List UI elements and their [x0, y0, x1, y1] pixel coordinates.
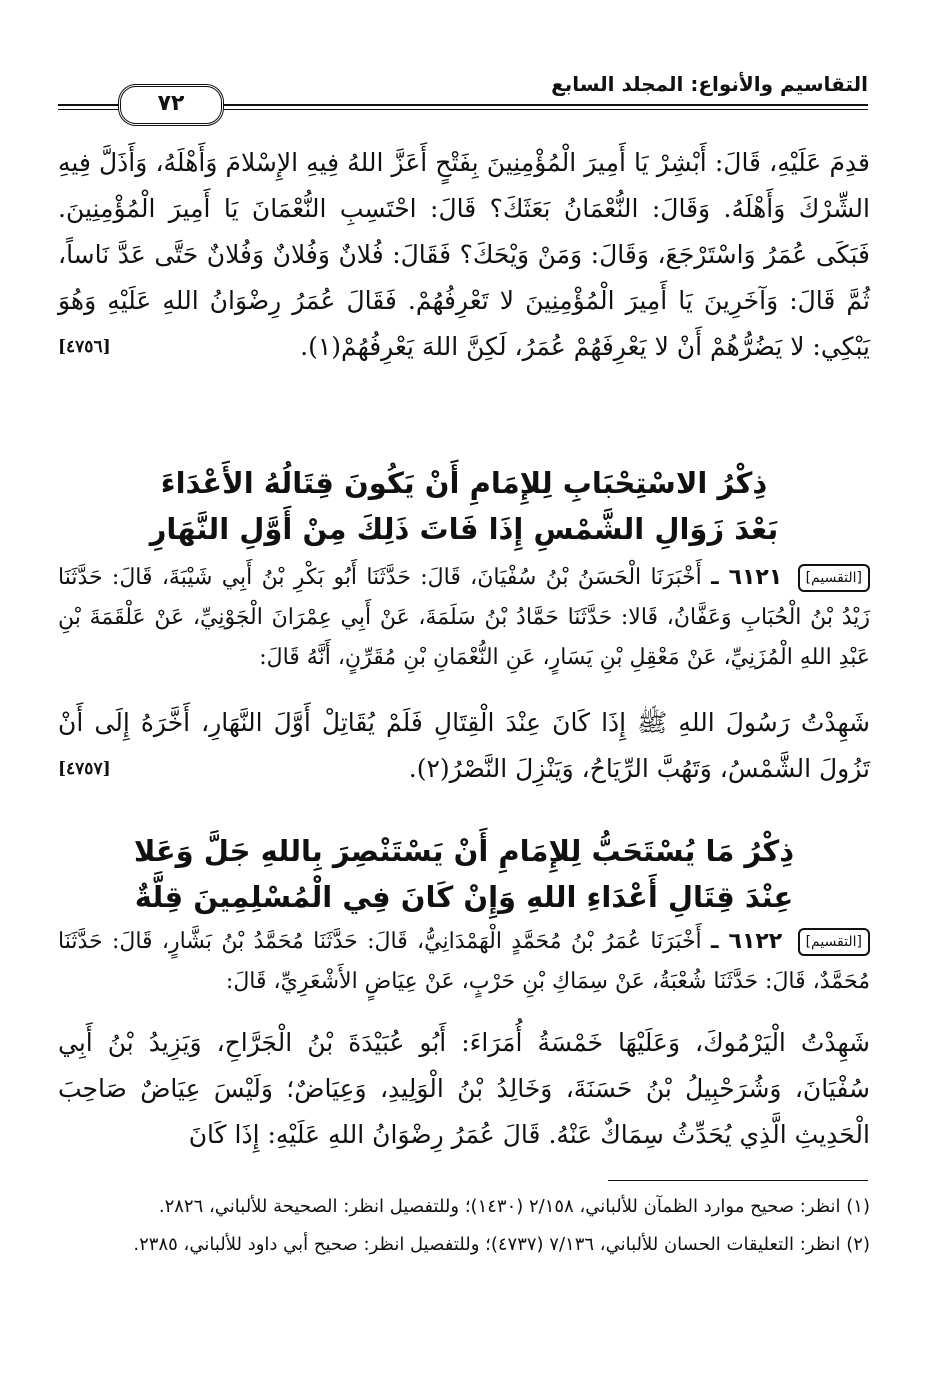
footnote: (١) انظر: صحيح موارد الظمآن للألباني، ٢/١٥٨ (١٤٣٠)؛ وللتفصيل انظر: الصحيحة للألباني، ٢٨٢٦.: [158, 1196, 870, 1217]
isnad-text: أَخْبَرَنَا الْحَسَنُ بْنُ سُفْيَانَ، قَالَ: حَدَّثَنَا أَبُو بَكْرِ بْنُ أَبِي شَيْبَةَ، قَالَ: حَدَّثَنَا زَيْدُ بْنُ الْحُبَابِ وَعَفَّانُ، قَالا: حَدَّثَنَا حَمَّادُ بْنُ سَلَمَةَ، عَنْ أَبِي عِمْرَانَ الْجَوْنِيِّ، عَنْ عَلْقَمَةَ بْنِ عَبْدِ اللهِ الْمُزَنِيِّ، عَنْ مَعْقِلِ بْنِ يَسَارٍ، عَنِ النُّعْمَانِ بْنِ مُقَرِّنٍ، أَنَّهُ قَالَ:: [58, 565, 870, 670]
chapter-heading: [58, 460, 870, 552]
matn-text: شَهِدْتُ رَسُولَ اللهِ ﷺ إِذَا كَانَ عِنْدَ الْقِتَالِ فَلَمْ يُقَاتِلْ أَوَّلَ النَّهَارِ، أَخَّرَهُ إِلَى أَنْ تَزُولَ الشَّمْسُ، وَتَهُبَّ الرِّيَاحُ، وَيَنْزِلَ النَّصْرُ(٢).: [58, 708, 870, 783]
chapter-heading: [58, 828, 870, 920]
heading-line: بَعْدَ زَوَالِ الشَّمْسِ إِذَا فَاتَ ذَلِكَ مِنْ أَوَّلِ النَّهَارِ: [149, 512, 779, 546]
hadith-isnad: [58, 558, 870, 678]
hadith-isnad: [58, 922, 870, 1002]
hadith-number: ٦١٢١ ـ: [711, 565, 783, 590]
paragraph-text: قدِمَ عَلَيْهِ، قَالَ: أَبْشِرْ يَا أَمِيرَ الْمُؤْمِنِينَ بِفَتْحٍ أَعَزَّ اللهُ فِيهِ الإِسْلامَ وَأَهْلَهُ، وَأَذَلَّ فِيهِ الشِّرْكَ وَأَهْلَهُ. وَقَالَ: النُّعْمَانُ بَعَثَكَ؟ قَالَ: احْتَسِبِ النُّعْمَانَ يَا أَمِيرَ الْمُؤْمِنِينَ. فَبَكَى عُمَرُ وَاسْتَرْجَعَ، وَقَالَ: وَمَنْ وَيْحَكَ؟ فَقَالَ: فُلانٌ وَفُلانٌ وَفُلانٌ حَتَّى عَدَّ نَاساً، ثُمَّ قَالَ: وَآخَرِينَ يَا أَمِيرَ الْمُؤْمِنِينَ لا تَعْرِفُهُمْ. فَقَالَ عُمَرُ رِضْوَانُ اللهِ عَلَيْهِ وَهُوَ يَبْكِي: لا يَضُرُّهُمْ أَنْ لا يَعْرِفَهُمْ عُمَرُ، لَكِنَّ اللهَ يَعْرِفُهُمْ(١).: [58, 148, 870, 361]
footnotes: [58, 1190, 870, 1266]
hadith-matn: [58, 700, 870, 792]
hadith-reference: [٤٧٥٧]: [58, 759, 111, 779]
paragraph-continuation: [58, 140, 870, 370]
running-title: التقاسيم والأنواع: المجلد السابع: [551, 72, 868, 96]
taqsim-tag: [التقسيم]: [798, 564, 870, 592]
heading-line: عِنْدَ قِتَالِ أَعْدَاءِ اللهِ وَإِنْ كَانَ فِي الْمُسْلِمِينَ قِلَّةٌ: [134, 880, 794, 914]
hadith-matn: [58, 1020, 870, 1158]
heading-line: ذِكْرُ الاسْتِحْبَابِ لِلإِمَامِ أَنْ يَكُونَ قِتَالُهُ الأَعْدَاءَ: [160, 466, 768, 500]
page-header: [58, 70, 868, 120]
heading-line: ذِكْرُ مَا يُسْتَحَبُّ لِلإِمَامِ أَنْ يَسْتَنْصِرَ بِاللهِ جَلَّ وَعَلا: [133, 834, 795, 868]
hadith-number: ٦١٢٢ ـ: [711, 929, 783, 954]
isnad-text: أَخْبَرَنَا عُمَرُ بْنُ مُحَمَّدٍ الْهَمْدَانِيُّ، قَالَ: حَدَّثَنَا مُحَمَّدُ بْنُ بَشَّارٍ، قَالَ: حَدَّثَنَا مُحَمَّدٌ، قَالَ: حَدَّثَنَا شُعْبَةُ، عَنْ سِمَاكِ بْنِ حَرْبٍ، عَنْ عِيَاضٍ الأَشْعَرِيِّ، قَالَ:: [58, 929, 870, 994]
footnote: (٢) انظر: التعليقات الحسان للألباني، ٧/١٣٦ (٤٧٣٧)؛ وللتفصيل انظر: صحيح أبي داود للألباني، ٢٣٨٥.: [133, 1234, 870, 1255]
page-number: ٧٢: [118, 84, 224, 126]
hadith-reference: [٤٧٥٦]: [58, 337, 111, 357]
footnote-divider: [608, 1180, 868, 1181]
taqsim-tag: [التقسيم]: [798, 928, 870, 956]
matn-text: شَهِدْتُ الْيَرْمُوكَ، وَعَلَيْهَا خَمْسَةُ أُمَرَاءَ: أَبُو عُبَيْدَةَ بْنُ الْجَرَّاحِ، وَيَزِيدُ بْنُ أَبِي سُفْيَانَ، وَشُرَحْبِيلُ بْنُ حَسَنَةَ، وَخَالِدُ بْنُ الْوَلِيدِ، وَعِيَاضٌ؛ وَلَيْسَ عِيَاضٌ صَاحِبَ الْحَدِيثِ الَّذِي يُحَدِّثُ سِمَاكٌ عَنْهُ. قَالَ عُمَرُ رِضْوَانُ اللهِ عَلَيْهِ: إِذَا كَانَ: [58, 1028, 870, 1149]
